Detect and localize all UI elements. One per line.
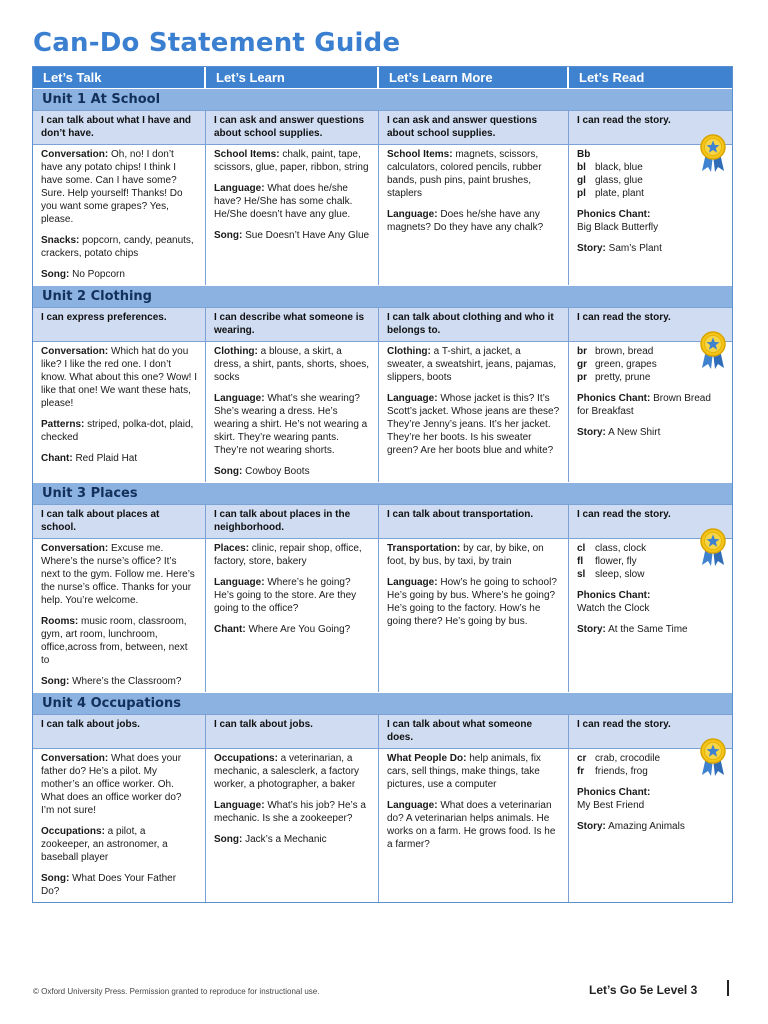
block-text: Where’s the Classroom? (69, 676, 182, 687)
content-block (41, 418, 197, 444)
block-label: Language: (387, 577, 438, 588)
lets-learn-cell (206, 144, 379, 285)
content-block (41, 234, 197, 260)
content-block (387, 148, 560, 200)
block-label: School Items: (387, 149, 453, 160)
lets-learn-more-cell (379, 748, 569, 902)
unit-title: Unit 1 At School (33, 88, 732, 110)
lets-learn-cell (206, 341, 379, 482)
content-block (214, 542, 370, 568)
block-label: Transportation: (387, 543, 461, 554)
phonics-words: green, grapes (595, 359, 657, 370)
phonics-chant (577, 589, 724, 615)
phonics-blend: pr (577, 372, 587, 383)
phonics-blend: fl (577, 556, 584, 567)
can-do-statement: I can talk about jobs. (206, 714, 379, 748)
block-text: What does a veterinarian do? A veterinarian helps animals. He works on a farm. He grows food. Is he a farmer? (387, 800, 556, 850)
content-block (387, 392, 560, 457)
block-text: Cowboy Boots (242, 466, 310, 477)
phonics-words: black, blue (595, 162, 643, 173)
block-text: a pilot, a zookeeper, an astronomer, a baseball player (41, 826, 168, 863)
phonics-blend: cr (577, 753, 587, 764)
block-label: Language: (387, 800, 438, 811)
award-ribbon-icon (698, 330, 728, 370)
block-label: Conversation: (41, 753, 109, 764)
block-text: a veterinarian, a mechanic, a salesclerk, a factory worker, a photographer, a baker (214, 753, 360, 790)
block-text: How’s he going to school? He’s going by bus. Where’s he going? He’s going to the factory. How’s he going there? He’s going by bus. (387, 577, 557, 627)
can-do-statement: I can read the story. (569, 504, 732, 538)
block-text: popcorn, candy, peanuts, crackers, potato chips (41, 235, 194, 259)
footer-divider (727, 980, 729, 996)
story-label: Story: (577, 243, 606, 254)
block-label: Song: (214, 834, 243, 845)
award-ribbon-icon (698, 527, 728, 567)
block-text: Jack’s a Mechanic (242, 834, 327, 845)
phonics-item (577, 371, 724, 384)
units-container (33, 88, 732, 902)
content-block (41, 675, 197, 688)
block-label: Places: (214, 543, 250, 554)
story (577, 820, 724, 833)
chant-label: Phonics Chant: (577, 393, 651, 404)
block-label: Chant: (41, 453, 73, 464)
phonics-chant (577, 392, 724, 418)
block-label: Song: (41, 676, 70, 687)
detail-row (33, 144, 732, 285)
block-text: Excuse me. Where’s the nurse’s office? It’s next to the gym. Follow me. Here’s the nurse’s office. Thanks for your help. You’re welcome. (41, 543, 195, 606)
block-label: Language: (214, 577, 265, 588)
chant-title: Big Black Butterfly (577, 222, 659, 233)
detail-row (33, 341, 732, 482)
phonics-blend: gl (577, 175, 586, 186)
can-do-row (33, 504, 732, 538)
block-text: Sue Doesn’t Have Any Glue (242, 230, 370, 241)
header-lets-read: Let’s Read (579, 70, 645, 85)
can-do-statement: I can ask and answer questions about school supplies. (206, 110, 379, 144)
story-title: A New Shirt (605, 427, 661, 438)
content-block (387, 345, 560, 384)
block-text: a blouse, a skirt, a dress, a shirt, pants, shorts, shoes, socks (214, 346, 370, 383)
unit-title: Unit 2 Clothing (33, 285, 732, 307)
block-label: Conversation: (41, 346, 109, 357)
content-block (41, 268, 197, 281)
can-do-statement: I can read the story. (569, 307, 732, 341)
phonics-chant (577, 208, 724, 234)
can-do-statement: I can talk about transportation. (379, 504, 569, 538)
block-text: striped, polka-dot, plaid, checked (41, 419, 194, 443)
content-block (41, 752, 197, 817)
block-text: Which hat do you like? I like the red one. I don’t know. What about this one? Wow! I like that one! We want these hats, please! (41, 346, 198, 409)
lets-read-cell (569, 538, 732, 692)
phonics-words: glass, glue (595, 175, 643, 186)
block-label: Conversation: (41, 543, 109, 554)
phonics-words: class, clock (595, 543, 647, 554)
phonics-words: pretty, prune (595, 372, 651, 383)
block-label: Clothing: (214, 346, 258, 357)
content-block (41, 542, 197, 607)
content-block (387, 752, 560, 791)
content-block (214, 465, 370, 478)
phonics-heading: Bb (577, 149, 591, 160)
block-text: Where Are You Going? (245, 624, 351, 635)
block-label: Conversation: (41, 149, 109, 160)
detail-row (33, 748, 732, 902)
block-text: help animals, fix cars, sell things, make things, take pictures, use a computer (387, 753, 541, 790)
block-text: What does your father do? He’s a pilot. My mother’s an office worker. Oh. What does an office worker do? I’m not sure! (41, 753, 182, 816)
block-label: Language: (214, 800, 265, 811)
content-block (214, 833, 370, 846)
content-block (387, 576, 560, 628)
phonics-words: sleep, slow (595, 569, 645, 580)
block-text: What does he/she have? He/She has some chalk. He/She doesn’t have any glue. (214, 183, 353, 220)
phonics-words: crab, crocodile (595, 753, 661, 764)
chant-label: Phonics Chant: (577, 787, 651, 798)
story-label: Story: (577, 427, 606, 438)
block-text: by car, by bike, on foot, by bus, by taxi, by train (387, 543, 544, 567)
lets-read-cell (569, 341, 732, 482)
column-headers (33, 67, 732, 88)
block-label: Song: (214, 466, 243, 477)
can-do-statement: I can read the story. (569, 110, 732, 144)
content-block (214, 576, 370, 615)
can-do-statement: I can express preferences. (33, 307, 206, 341)
content-block (214, 799, 370, 825)
content-block (41, 615, 197, 667)
content-block (41, 345, 197, 410)
phonics-blend: cl (577, 543, 586, 554)
block-label: Song: (214, 230, 243, 241)
block-text: Whose jacket is this? It’s Scott’s jacket. Whose jeans are these? They’re Jenny’s jeans. It’s her jacket. They’re her boots. Is his sweater green? Are her boots blue and white? (387, 393, 560, 456)
story-title: Amazing Animals (605, 821, 685, 832)
can-do-row (33, 110, 732, 144)
block-label: School Items: (214, 149, 280, 160)
block-label: Language: (387, 209, 438, 220)
block-label: Clothing: (387, 346, 431, 357)
phonics-chant (577, 786, 724, 812)
block-text: chalk, paint, tape, scissors, glue, paper, ribbon, string (214, 149, 369, 173)
can-do-statement: I can ask and answer questions about school supplies. (379, 110, 569, 144)
can-do-statement: I can talk about clothing and who it belongs to. (379, 307, 569, 341)
block-label: Song: (41, 269, 70, 280)
phonics-blend: bl (577, 162, 586, 173)
block-text: music room, classroom, gym, art room, lunchroom, office,across from, between, next to (41, 616, 188, 666)
lets-learn-more-cell (379, 144, 569, 285)
unit-title: Unit 4 Occupations (33, 692, 732, 714)
copyright-notice: © Oxford University Press. Permission granted to reproduce for instructional use. (33, 987, 320, 996)
block-text: magnets, scissors, calculators, colored pencils, rubber bands, push pins, paint brushes, staplers (387, 149, 542, 199)
content-block (214, 182, 370, 221)
content-block (41, 825, 197, 864)
can-do-statement: I can read the story. (569, 714, 732, 748)
chant-label: Phonics Chant: (577, 590, 651, 601)
content-block (387, 799, 560, 851)
lets-learn-cell (206, 538, 379, 692)
phonics-blend: pl (577, 188, 586, 199)
award-ribbon-icon (698, 133, 728, 173)
block-label: What People Do: (387, 753, 467, 764)
lets-talk-cell (33, 144, 206, 285)
lets-talk-cell (33, 341, 206, 482)
phonics-words: brown, bread (595, 346, 654, 357)
chant-title: Brown Bread for Breakfast (577, 393, 711, 417)
content-block (214, 345, 370, 384)
phonics-words: plate, plant (595, 188, 644, 199)
header-lets-talk: Let’s Talk (33, 67, 206, 88)
story-title: At the Same Time (605, 624, 688, 635)
story (577, 426, 724, 439)
header-lets-learn: Let’s Learn (206, 67, 379, 88)
block-label: Occupations: (214, 753, 278, 764)
can-do-row (33, 714, 732, 748)
content-block (214, 229, 370, 242)
content-block (41, 452, 197, 465)
can-do-statement: I can talk about places at school. (33, 504, 206, 538)
story (577, 623, 724, 636)
can-do-statement: I can talk about what someone does. (379, 714, 569, 748)
block-text: Red Plaid Hat (72, 453, 138, 464)
phonics-words: friends, frog (595, 766, 648, 777)
lets-read-cell (569, 144, 732, 285)
block-label: Patterns: (41, 419, 85, 430)
content-block (387, 542, 560, 568)
story-title: Sam’s Plant (605, 243, 662, 254)
block-text: What’s she wearing? She’s wearing a dress. He’s wearing a shirt. He’s not wearing a skirt. They’re wearing pants. They’re not wearing shorts. (214, 393, 368, 456)
detail-row (33, 538, 732, 692)
block-label: Occupations: (41, 826, 105, 837)
lets-learn-more-cell (379, 341, 569, 482)
content-block (41, 872, 197, 898)
story (577, 242, 724, 255)
block-label: Language: (214, 393, 265, 404)
block-text: What’s his job? He’s a mechanic. Is she a zookeeper? (214, 800, 366, 824)
header-lets-learn-more: Let’s Learn More (379, 67, 569, 88)
block-text: Where’s he going? He’s going to the store. Are they going to the office? (214, 577, 357, 614)
chant-label: Phonics Chant: (577, 209, 651, 220)
lets-talk-cell (33, 748, 206, 902)
phonics-item (577, 568, 724, 581)
block-text: No Popcorn (69, 269, 125, 280)
can-do-statement: I can talk about what I have and don’t have. (33, 110, 206, 144)
story-label: Story: (577, 624, 606, 635)
content-block (214, 392, 370, 457)
content-block (214, 148, 370, 174)
block-text: clinic, repair shop, office, factory, store, bakery (214, 543, 362, 567)
phonics-blend: fr (577, 766, 585, 777)
lets-talk-cell (33, 538, 206, 692)
content-block (214, 752, 370, 791)
can-do-statement: I can talk about places in the neighborhood. (206, 504, 379, 538)
can-do-row (33, 307, 732, 341)
block-label: Language: (214, 183, 265, 194)
level-label: Let’s Go 5e Level 3 (589, 983, 698, 997)
block-label: Chant: (214, 624, 246, 635)
block-label: Song: (41, 873, 70, 884)
block-text: What Does Your Father Do? (41, 873, 177, 897)
phonics-blend: br (577, 346, 587, 357)
story-label: Story: (577, 821, 606, 832)
phonics-blend: gr (577, 359, 587, 370)
lets-learn-more-cell (379, 538, 569, 692)
phonics-item (577, 174, 724, 187)
can-do-statement: I can talk about jobs. (33, 714, 206, 748)
can-do-table (32, 66, 733, 903)
lets-read-cell (569, 748, 732, 902)
block-label: Rooms: (41, 616, 79, 627)
block-label: Language: (387, 393, 438, 404)
can-do-statement: I can describe what someone is wearing. (206, 307, 379, 341)
block-text: a T-shirt, a jacket, a sweater, a sweatshirt, jeans, pajamas, slippers, boots (387, 346, 556, 383)
content-block (214, 623, 370, 636)
chant-title: Watch the Clock (577, 603, 650, 614)
content-block (387, 208, 560, 234)
phonics-words: flower, fly (595, 556, 637, 567)
chant-title: My Best Friend (577, 800, 645, 811)
block-text: Does he/she have any magnets? Do they have any chalk? (387, 209, 544, 233)
page-title: Can-Do Statement Guide (33, 28, 401, 58)
phonics-item (577, 187, 724, 200)
content-block (41, 148, 197, 226)
unit-title: Unit 3 Places (33, 482, 732, 504)
phonics-blend: sl (577, 569, 586, 580)
lets-learn-cell (206, 748, 379, 902)
block-label: Snacks: (41, 235, 80, 246)
block-text: Oh, no! I don’t have any potato chips! I think I have some. Can I have some? Sure. Help yourself! Thanks! Do you want some grapes? Yes, please. (41, 149, 183, 225)
award-ribbon-icon (698, 737, 728, 777)
